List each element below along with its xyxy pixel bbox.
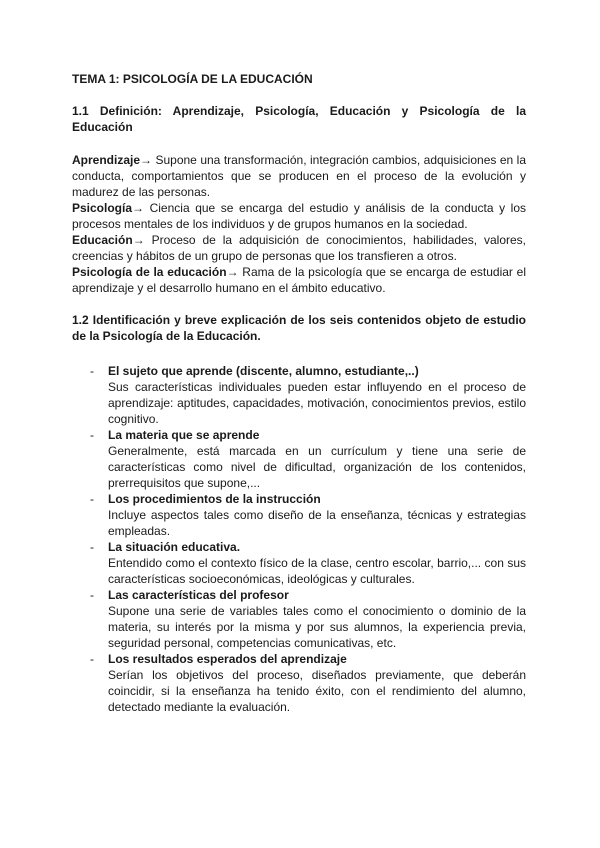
list-item-text: Supone una serie de variables tales como el conocimiento o dominio de la materia, su interés por la misma y por sus alumnos, la experiencia previa, seguridad personal, competencias comunicativas, etc. (108, 604, 526, 650)
definition-educacion (72, 232, 526, 264)
dash-bullet: - (90, 364, 94, 378)
list-item-text: Generalmente, está marcada en un currículum y tiene una serie de características como nivel de dificultad, organización de los contenidos, prerrequisitos que supone,... (108, 444, 526, 490)
definition-text: Rama de la psicología que se encarga de estudiar el aprendizaje y el desarrollo humano en el ámbito educativo. (72, 265, 526, 295)
list-item-title: El sujeto que aprende (discente, alumno, estudiante,..) (108, 364, 419, 378)
arrow-icon: → (132, 233, 145, 247)
list-item (72, 651, 526, 715)
definition-psicologia (72, 200, 526, 232)
definition-term: Psicología (72, 201, 133, 215)
list-item-text: Entendido como el contexto físico de la clase, centro escolar, barrio,... con sus características socioeconómicas, ideológicas y culturales. (108, 556, 526, 586)
list-item-text: Serían los objetivos del proceso, diseñados previamente, que deberán coincidir, si la enseñanza ha tenido éxito, con el rendimiento del alumno, detectado mediante la evaluación. (108, 668, 526, 714)
list-item (72, 427, 526, 491)
definition-term: Aprendizaje (72, 153, 141, 167)
dash-bullet: - (90, 540, 94, 554)
definition-term: Psicología de la educación (72, 265, 227, 279)
list-item (72, 539, 526, 587)
definition-text: Proceso de la adquisición de conocimientos, habilidades, valores, creencias y hábitos de un grupo de personas que los transfieren a otros. (72, 233, 526, 263)
dash-bullet: - (90, 588, 94, 602)
list-item-text: Sus características individuales pueden estar influyendo en el proceso de aprendizaje: aptitudes, capacidades, motivación, conocimientos previos, estilo cognitivo. (108, 380, 526, 426)
list-item-title: Los procedimientos de la instrucción (108, 492, 321, 506)
dash-bullet: - (90, 428, 94, 442)
document-content (72, 71, 526, 731)
dash-bullet: - (90, 492, 94, 506)
definitions-block (72, 152, 526, 296)
arrow-icon: → (140, 153, 153, 167)
definition-aprendizaje (72, 152, 526, 200)
definition-term: Educación (72, 233, 133, 247)
dash-bullet: - (90, 652, 94, 666)
definition-psicologia-educacion (72, 264, 526, 296)
section-heading-1-1: 1.1 Definición: Aprendizaje, Psicología, Educación y Psicología de la Educación (72, 104, 526, 134)
list-item-title: La materia que se aprende (108, 428, 260, 442)
definition-text: Ciencia que se encarga del estudio y análisis de la conducta y los procesos mentales de los individuos y de grupos humanos en la sociedad. (72, 201, 526, 231)
list-item-text: Incluye aspectos tales como diseño de la enseñanza, técnicas y estrategias empleadas. (108, 508, 526, 538)
arrow-icon: → (226, 265, 239, 279)
list-item-title: La situación educativa. (108, 540, 241, 554)
list-item-title: Las características del profesor (108, 588, 289, 602)
definition-text: Supone una transformación, integración cambios, adquisiciones en la conducta, comportamientos que se producen en el proceso de la evolución y madurez de las personas. (72, 153, 526, 199)
page-title: TEMA 1: PSICOLOGÍA DE LA EDUCACIÓN (72, 72, 313, 86)
section-heading-1-2: 1.2 Identificación y breve explicación de los seis contenidos objeto de estudio de la Psicología de la Educación. (72, 313, 526, 343)
arrow-icon: → (132, 201, 145, 215)
list-item (72, 587, 526, 651)
list-item (72, 363, 526, 427)
list-item-title: Los resultados esperados del aprendizaje (108, 652, 347, 666)
contents-list (72, 363, 526, 715)
list-item (72, 491, 526, 539)
